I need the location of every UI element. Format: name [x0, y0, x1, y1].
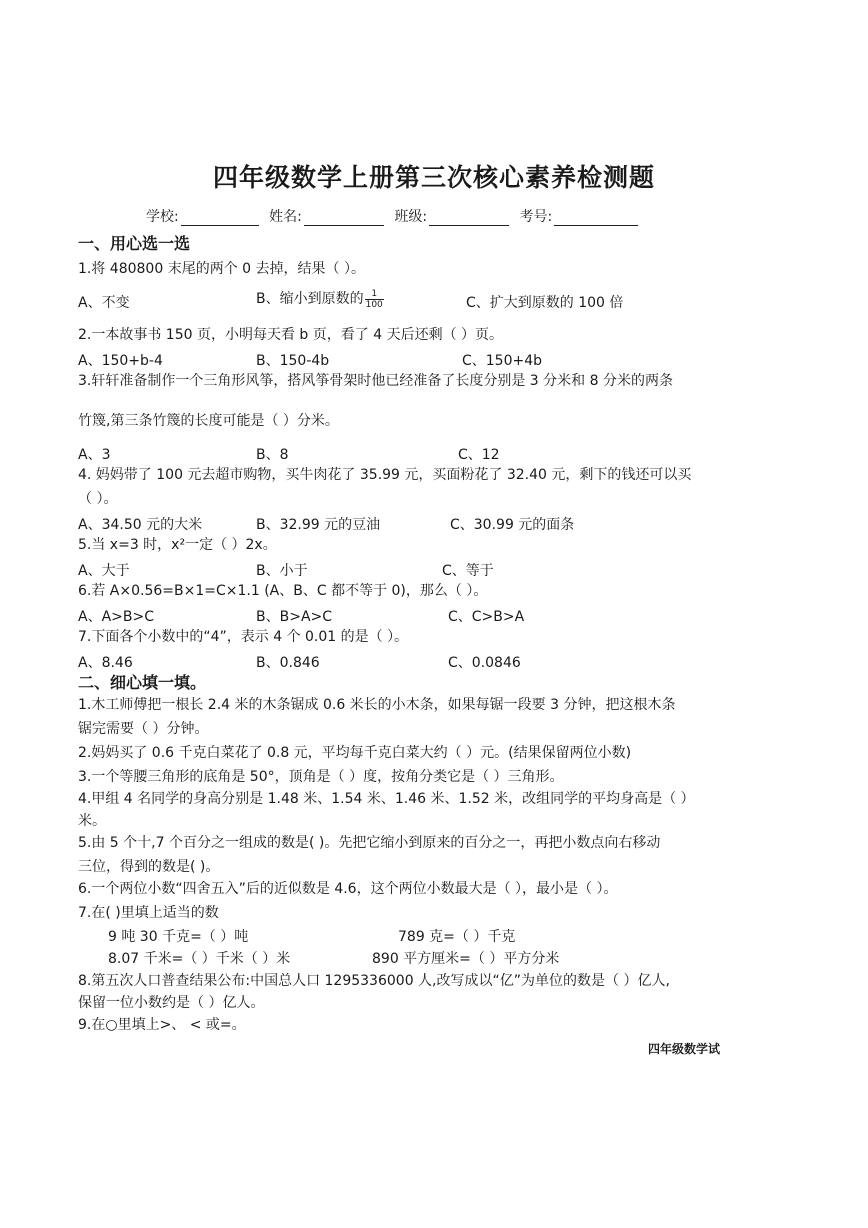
q6-option-a: A、A>B>C [78, 609, 154, 625]
q2-option-b: B、150-4b [256, 353, 330, 369]
fraction-denominator: 100 [365, 299, 383, 310]
id-label: 考号: [519, 209, 553, 225]
q1-option-a: A、不变 [78, 295, 130, 311]
fill-q1-line1: 1.木工师傅把一根长 2.4 米的木条锯成 0.6 米长的小木条，如果每锯一段要 3 分钟，把这根木条 [78, 697, 676, 713]
q3-line1: 3.轩轩准备制作一个三角形风筝，搭风筝骨架时他已经准备了长度分别是 3 分米和 8 分米的两条 [78, 373, 673, 389]
q3-option-c: C、12 [458, 447, 500, 463]
exam-title: 四年级数学上册第三次核心素养检测题 [212, 163, 655, 192]
fill-q3: 3.一个等腰三角形的底角是 50°，顶角是（ ）度，按角分类它是（ ）三角形。 [78, 769, 564, 785]
fill-q8-line2: 保留一位小数约是（ ）亿人。 [78, 995, 265, 1011]
q7-option-c: C、0.0846 [448, 655, 521, 671]
q4-option-b: B、32.99 元的豆油 [256, 517, 381, 533]
fill-q4-line2: 米。 [78, 813, 106, 829]
q4-option-c: C、30.99 元的面条 [450, 517, 575, 533]
q1-option-b-prefix: B、缩小到原数的 [256, 291, 364, 307]
class-label: 班级: [394, 209, 428, 225]
q7-option-b: B、0.846 [256, 655, 320, 671]
q7-text: 7.下面各个小数中的“4”，表示 4 个 0.01 的是（ ）。 [78, 629, 409, 645]
fill-q7-a: 9 吨 30 千克=（ ）吨 [108, 929, 249, 945]
q1-text: 1.将 480800 末尾的两个 0 去掉，结果（ ）。 [78, 261, 365, 277]
fill-q7-b: 789 克=（ ）千克 [398, 929, 516, 945]
q6-text: 6.若 A×0.56=B×1=C×1.1 (A、B、C 都不等于 0)，那么（ ）。 [78, 583, 488, 599]
q5-option-b: B、小于 [256, 563, 308, 579]
q6-option-c: C、C>B>A [448, 609, 525, 625]
fill-q9: 9.在○里填上>、 < 或=。 [78, 1017, 246, 1033]
fill-q7: 7.在( )里填上适当的数 [78, 905, 219, 921]
q2-option-c: C、150+4b [462, 353, 543, 369]
q4-line1: 4. 妈妈带了 100 元去超市购物，买牛肉花了 35.99 元，买面粉花了 32.40 元，剩下的钱还可以买 [78, 467, 692, 483]
q1-option-b [256, 288, 384, 310]
fill-q7-c: 8.07 千米=（ ）千米（ ）米 [108, 951, 291, 967]
section1-heading: 一、用心选一选 [78, 234, 191, 253]
q5-text: 5.当 x=3 时，x²一定（ ）2x。 [78, 537, 277, 553]
q7-option-a: A、8.46 [78, 655, 133, 671]
q4-line2: （ ）。 [78, 491, 118, 507]
q3-line2: 竹篾,第三条竹篾的长度可能是（ ）分米。 [78, 413, 339, 429]
q1-option-c: C、扩大到原数的 100 倍 [466, 295, 624, 311]
fill-q8-line1: 8.第五次人口普查结果公布:中国总人口 1295336000 人,改写成以“亿”为单位的数是（ ）亿人, [78, 973, 670, 989]
q1-option-b-fraction [365, 289, 384, 310]
id-blank[interactable] [554, 211, 638, 226]
q3-option-b: B、8 [256, 447, 289, 463]
name-blank[interactable] [304, 211, 384, 226]
section2-heading: 二、细心填一填。 [78, 673, 207, 692]
q2-option-a: A、150+b-4 [78, 353, 163, 369]
school-label: 学校: [146, 209, 179, 225]
page-footer: 四年级数学试 [648, 1042, 721, 1056]
q4-option-a: A、34.50 元的大米 [78, 517, 203, 533]
fill-q6: 6.一个两位小数“四舍五入”后的近似数是 4.6，这个两位小数最大是（ ），最小是（ ）。 [78, 881, 618, 897]
student-info-row [146, 206, 644, 226]
q3-option-a: A、3 [78, 447, 111, 463]
q5-option-c: C、等于 [442, 563, 494, 579]
q5-option-a: A、大于 [78, 563, 130, 579]
fill-q5-line1: 5.由 5 个十,7 个百分之一组成的数是( )。先把它缩小到原来的百分之一，再把小数点向右移动 [78, 835, 661, 851]
fraction-numerator: 1 [365, 289, 384, 300]
name-label: 姓名: [269, 209, 302, 225]
fill-q5-line2: 三位，得到的数是( )。 [78, 859, 220, 875]
school-blank[interactable] [181, 211, 259, 226]
q2-text: 2.一本故事书 150 页，小明每天看 b 页，看了 4 天后还剩（ ）页。 [78, 327, 504, 343]
fill-q7-d: 890 平方厘米=（ ）平方分米 [372, 951, 560, 967]
fill-q4-line1: 4.甲组 4 名同学的身高分别是 1.48 米、1.54 米、1.46 米、1.52 米，改组同学的平均身高是（ ） [78, 791, 695, 807]
fill-q2: 2.妈妈买了 0.6 千克白菜花了 0.8 元，平均每千克白菜大约（ ）元。(结果保留两位小数) [78, 745, 632, 761]
class-blank[interactable] [429, 211, 509, 226]
fill-q1-line2: 锯完需要（ ）分钟。 [78, 721, 209, 737]
q6-option-b: B、B>A>C [256, 609, 333, 625]
